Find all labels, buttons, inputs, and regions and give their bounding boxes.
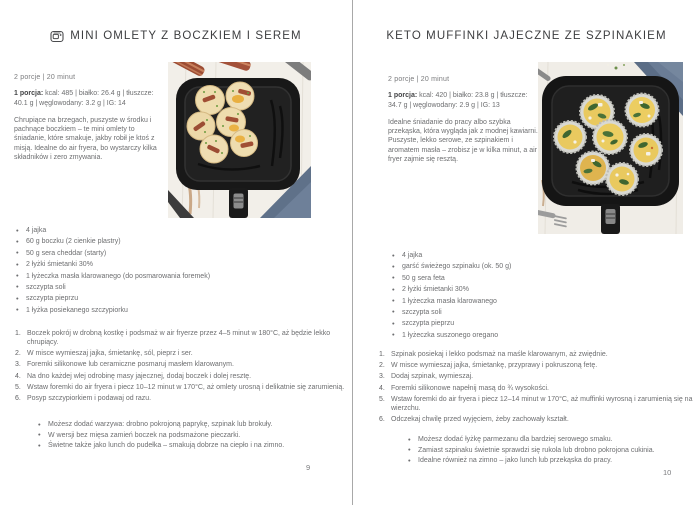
tips-list (406, 436, 694, 468)
nutrition-values: kcal: 420 | białko: 23.8 g | tłuszcze: 34.7 g | węglowodany: 2.9 g | IG: 13 (388, 92, 528, 109)
step-item: Odczekaj chwilę przed wyjęciem, żeby zachowały kształt. (391, 415, 569, 423)
servings-time: 2 porcje | 20 minut (388, 76, 450, 83)
step-item: Szpinak posiekaj i lekko podsmaż na maśle klarowanym, aż zwiędnie. (391, 351, 608, 358)
step-item: Wstaw foremki do air fryera i piecz 10–12 minut w 170°C, aż omlety urosną i delikatnie się zarumienią. (27, 383, 345, 391)
step-item: Posyp szczypiorkiem i podawaj od razu. (27, 394, 152, 402)
nutrition-values: kcal: 485 | białko: 26.4 g | tłuszcze: 40.1 g | węglowodany: 3.2 g | IG: 14 (14, 90, 154, 107)
page-right-recipe-muffins (353, 0, 700, 505)
ingredient-item: • 1 łyżeczka suszonego oregano (390, 332, 690, 340)
ingredient-item: • 2 łyżki śmietanki 30% (14, 261, 344, 269)
recipe-description: Idealne śniadanie do pracy albo szybka przekąska, która wygląda jak z modnej kawiarni. Puszyste, lekko serowe, ze szpinakiem i aromatem masła – zrobisz je w kilka minut, a air fryer zajmie się resztą. (388, 119, 538, 163)
tip-item: • Świetne także jako lunch do pudełka – smakują dobrze na ciepło i na zimno. (36, 442, 336, 450)
ingredient-item: • szczypta soli (14, 284, 344, 292)
recipe-photo-omelets (168, 62, 311, 218)
ingredient-item: • szczypta pieprzu (390, 320, 690, 328)
ingredient-item: • 1 łyżeczka masła klarowanego (do posmarowania foremek) (14, 273, 344, 281)
servings-time: 2 porcje | 20 minut (14, 74, 76, 81)
ingredient-item: • szczypta soli (390, 309, 690, 317)
recipe-title-row (353, 28, 700, 44)
ingredients-list (14, 227, 344, 318)
tip-item: • Możesz dodać warzywa: drobno pokrojoną paprykę, szpinak lub brokuły. (36, 421, 336, 429)
step-item: Wstaw foremki do air fryera i piecz 12–14 minut w 170°C, aż muffinki wyrosną i zarumienią się na wierzchu. (391, 395, 693, 412)
step-item: Boczek pokrój w drobną kostkę i podsmaż w air fryerze przez 4–5 minut w 180°C, aż będzie lekko chrupiący. (27, 330, 331, 346)
ingredient-item: • 60 g boczku (2 cienkie plastry) (14, 238, 344, 246)
nutrition-label: 1 porcja: (14, 90, 44, 97)
tip-item: • Możesz dodać łyżkę parmezanu dla bardziej serowego smaku. (406, 436, 694, 444)
step-item: W misce wymieszaj jajka, śmietankę, sól, pieprz i ser. (27, 350, 193, 358)
step-item: Na dno każdej wlej odrobinę masy jajecznej, dodaj boczek i dolej resztę. (27, 372, 252, 380)
nutrition-line (388, 91, 541, 110)
ingredients-list (390, 252, 690, 343)
tip-item: • W wersji bez mięsa zamień boczek na podsmażone pieczarki. (36, 432, 336, 440)
ingredient-item: • 4 jajka (14, 227, 344, 235)
tip-item: • Zamiast szpinaku świetnie sprawdzi się rukola lub drobno pokrojona cukinia. (406, 447, 694, 455)
recipe-photo-muffins (538, 62, 683, 234)
ingredient-item: • garść świeżego szpinaku (ok. 50 g) (390, 263, 690, 271)
step-item: W misce wymieszaj jajka, śmietankę, przyprawy i pokruszoną fetę. (391, 362, 598, 370)
ingredient-item: • 1 łyżka posiekanego szczypiorku (14, 307, 344, 315)
page-number: 10 (663, 468, 672, 477)
nutrition-line (14, 89, 165, 108)
steps-list (378, 350, 693, 426)
step-item: Foremki silikonowe lub ceramiczne posmaruj masłem klarowanym. (27, 361, 234, 369)
recipe-title: MINI OMLETY Z BOCZKIEM I SEREM (70, 30, 302, 42)
ingredient-item: • szczypta pieprzu (14, 295, 344, 303)
recipe-title: KETO MUFFINKI JAJECZNE ZE SZPINAKIEM (386, 30, 667, 42)
tip-item: • Idealne również na zimno – jako lunch lub przekąska do pracy. (406, 457, 694, 465)
ingredient-item: • 4 jajka (390, 252, 690, 260)
recipe-title-row (0, 28, 352, 44)
ingredient-item: • 1 łyżeczka masła klarowanego (390, 298, 690, 306)
tips-list (36, 421, 336, 453)
ingredient-item: • 50 g sera feta (390, 275, 690, 283)
page-number: 9 (306, 463, 311, 472)
steps-list (14, 329, 348, 405)
recipe-description: Chrupiące na brzegach, puszyste w środku i pachnące boczkiem – te mini omlety to śniadanie, które smakuje, jakby robił je ktoś z misją. Idealne do air fryera, bo wystarczy kilka składników i zero zmywania. (14, 117, 157, 161)
air-fryer-icon (50, 30, 64, 43)
step-item: Dodaj szpinak, wymieszaj. (391, 373, 474, 381)
ingredient-item: • 2 łyżki śmietanki 30% (390, 286, 690, 294)
step-item: Foremki silikonowe napełnij masą do ¾ wysokości. (391, 384, 549, 392)
recipe-intro (14, 74, 165, 162)
nutrition-label: 1 porcja: (388, 92, 418, 99)
ingredient-item: • 50 g sera cheddar (starty) (14, 250, 344, 258)
recipe-intro (388, 76, 541, 164)
